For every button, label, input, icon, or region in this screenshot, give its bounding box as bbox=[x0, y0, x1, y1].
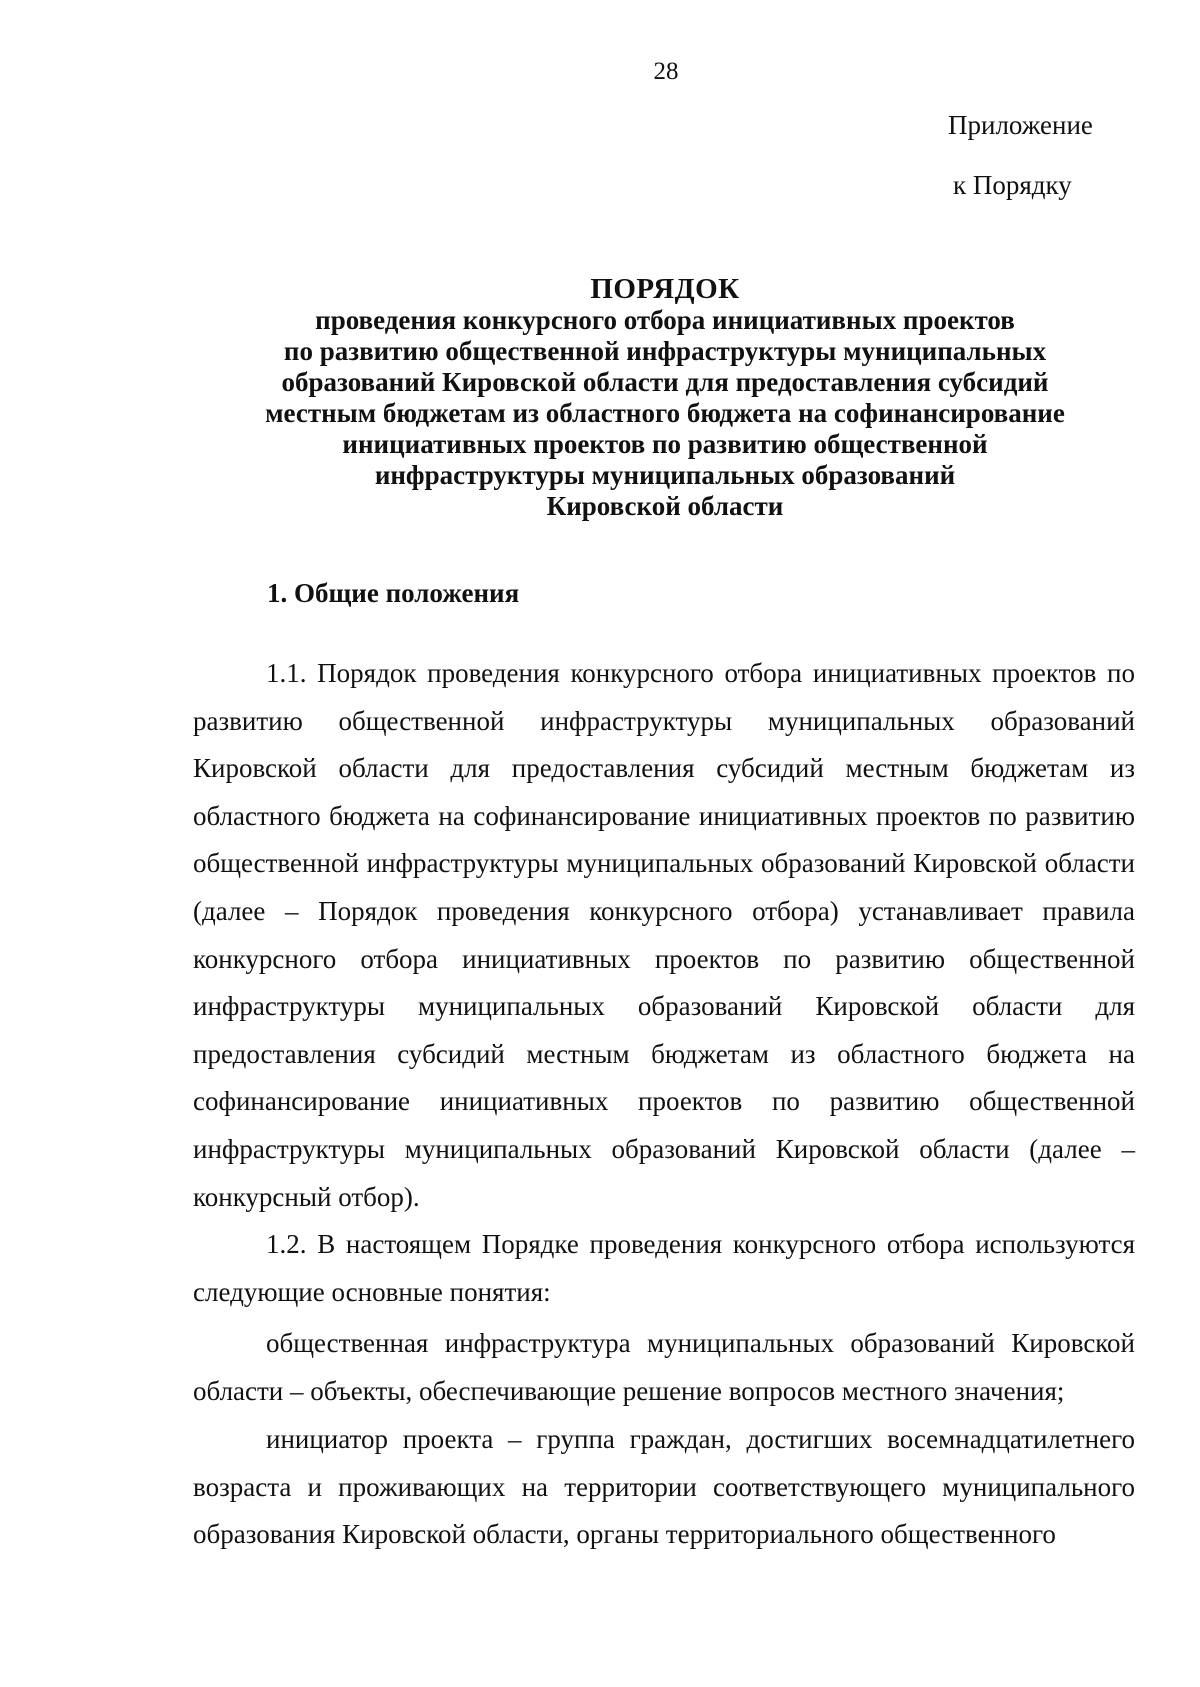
definition-project-initiator bbox=[193, 1416, 1135, 1559]
title-line: проведения конкурсного отбора инициативных проектов bbox=[315, 305, 1015, 335]
document-title bbox=[200, 274, 1130, 522]
appendix-reference: к Порядку bbox=[953, 170, 1072, 200]
title-line: образований Кировской области для предоставления субсидий bbox=[281, 367, 1049, 397]
paragraph-1-2 bbox=[193, 1221, 1135, 1316]
page-number-text: 28 bbox=[653, 58, 679, 85]
paragraph-text: 1.1. Порядок проведения конкурсного отбора инициативных проектов по развитию общественной инфраструктуры муниципальных образований Кировской области для предоставления субсидий местным бюджетам из областного бюджета на софинансирование инициативных проектов по развитию общественной инфраструктуры муниципальных образований Кировской области (далее – Порядок проведения конкурсного отбора) устанавливает правила конкурсного отбора инициативных проектов по развитию общественной инфраструктуры муниципальных образований Кировской области для предоставления субсидий местным бюджетам из областного бюджета на софинансирование инициативных проектов по развитию общественной инфраструктуры муниципальных образований Кировской области (далее – конкурсный отбор). bbox=[193, 658, 1135, 1212]
paragraph-text: общественная инфраструктура муниципальных образований Кировской области – объекты, обеспечивающие решение вопросов местного значения; bbox=[193, 1328, 1135, 1406]
title-main: ПОРЯДОК bbox=[590, 273, 740, 305]
title-line: инициативных проектов по развитию общественной bbox=[342, 429, 988, 459]
definition-public-infrastructure bbox=[193, 1320, 1135, 1415]
title-line: по развитию общественной инфраструктуры муниципальных bbox=[283, 336, 1047, 366]
title-line: Кировской области bbox=[546, 491, 784, 521]
paragraph-text: инициатор проекта – группа граждан, достигших восемнадцатилетнего возраста и проживающих на территории соответствующего муниципального образования Кировской области, органы территориального общественного bbox=[193, 1424, 1135, 1550]
page-number bbox=[0, 58, 1200, 86]
title-line: местным бюджетам из областного бюджета на софинансирование bbox=[265, 398, 1065, 428]
paragraph-text: 1.2. В настоящем Порядке проведения конкурсного отбора используются следующие основные понятия: bbox=[193, 1229, 1135, 1307]
paragraph-1-1 bbox=[193, 650, 1135, 1221]
title-line: инфраструктуры муниципальных образований bbox=[374, 460, 956, 490]
section-heading: 1. Общие положения bbox=[267, 578, 520, 608]
appendix-label: Приложение bbox=[948, 110, 1093, 140]
